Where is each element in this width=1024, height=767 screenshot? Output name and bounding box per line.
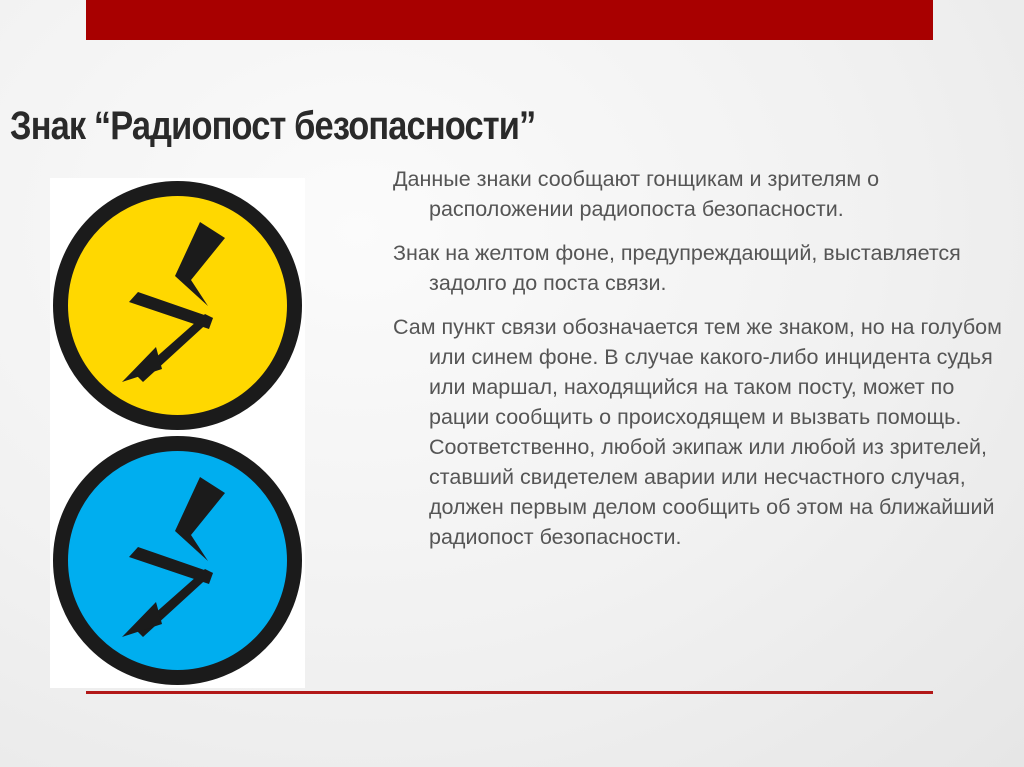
paragraph-post-sign: Сам пункт связи обозначается тем же знаком, но на голубом или синем фоне. В случае какого-либо инцидента судья или маршал, находящийся на таком посту, может по рации сообщить о происходящем и вызвать помощь. Соответственно, любой экипаж или любой из зрителей, ставший свидетелем аварии или несчастного случая, должен первым делом сообщить об этом на ближайший радиопост безопасности. [393, 315, 1002, 549]
paragraph-warning-sign: Знак на желтом фоне, предупреждающий, выставляется задолго до поста связи. [393, 241, 961, 295]
top-accent-bar [86, 0, 933, 40]
body-text [393, 164, 1003, 566]
yellow-circle [61, 189, 295, 423]
bottom-divider [86, 691, 933, 694]
radio-post-sign-yellow [50, 178, 305, 433]
paragraph-purpose: Данные знаки сообщают гонщикам и зрителям о расположении радиопоста безопасности. [393, 167, 880, 221]
slide-title: Знак “Радиопост безопасности” [10, 104, 536, 148]
signs-image [50, 178, 305, 688]
radio-post-sign-blue [50, 433, 305, 688]
blue-circle [61, 444, 295, 678]
